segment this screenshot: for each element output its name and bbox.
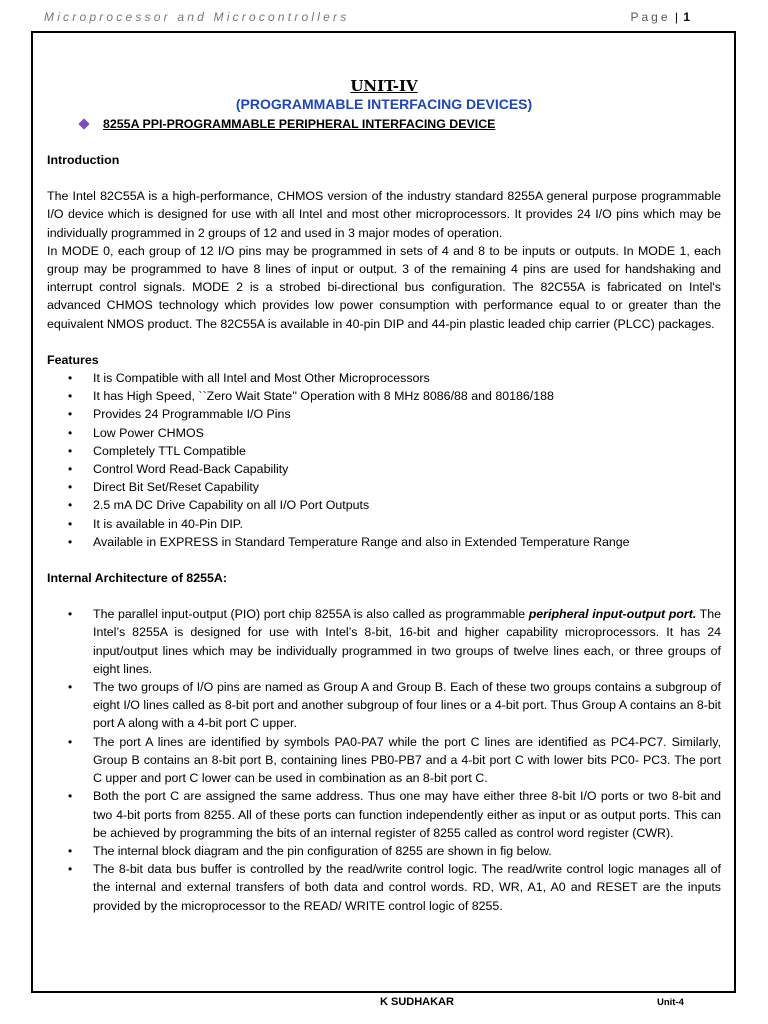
ppi-heading	[79, 115, 721, 133]
intro-paragraph-1: The Intel 82C55A is a high-performance, CHMOS version of the industry standard 8255A general purpose programmable I/O device which is designed for use with all Intel and most other microprocessors. It provides 24 I/O pins which may be individually programmed in 2 groups of 12 and used in 3 major modes of operation.	[47, 189, 721, 240]
bullet-icon: •	[68, 371, 73, 386]
footer-unit: Unit-4	[657, 997, 684, 1008]
bullet-icon: •	[68, 534, 73, 549]
bullet-icon: •	[68, 462, 73, 477]
feature-item: • It is available in 40-Pin DIP.	[47, 515, 721, 533]
feature-item: • Completely TTL Compatible	[47, 442, 721, 460]
features-list	[47, 369, 721, 551]
bullet-icon: •	[68, 425, 73, 440]
bullet-icon: •	[68, 843, 73, 858]
feature-item: • It is Compatible with all Intel and Most Other Microprocessors	[47, 369, 721, 387]
intro-paragraph-2: In MODE 0, each group of 12 I/O pins may be programmed in sets of 4 and 8 to be inputs or outputs. In MODE 1, each group may be programmed to have 8 lines of input or output. 3 of the remaining 4 pins are used for handshaking and interrupt control signals. MODE 2 is a strobed bi-directional bus configuration. The 82C55A is fabricated on Intel's advanced CHMOS technology which provides low power consumption with performance equal to or greater than the equivalent NMOS product. The 82C55A is available in 40-pin DIP and 44-pin plastic leaded chip carrier (PLCC) packages.	[47, 243, 721, 331]
bullet-icon: •	[68, 498, 73, 513]
bullet-icon: •	[68, 389, 73, 404]
architecture-item: • The parallel input-output (PIO) port chip 8255A is also called as programmable peripheral input-output port. The Intel’s 8255A is designed for use with Intel’s 8-bit, 16-bit and higher capability microprocessors. It has 24 input/output lines which may be individually programmed in two groups of twelve lines each, or three groups of eight lines.	[68, 607, 722, 676]
bullet-icon: •	[68, 862, 73, 877]
diamond-bullet-icon	[79, 119, 89, 129]
feature-item: • Provides 24 Programmable I/O Pins	[47, 405, 721, 423]
bullet-icon: •	[68, 407, 73, 422]
architecture-item: • Both the port C are assigned the same address. Thus one may have either three 8-bit I/O ports or two 8-bit and two 4-bit ports from 8255. All of these ports can function independently either as input or as output ports. This can be achieved by programming the bits of an internal register of 8255 called as control word register (CWR).	[68, 789, 721, 840]
page-number-block	[630, 10, 690, 24]
architecture-item: • The internal block diagram and the pin configuration of 8255 are shown in fig below.	[47, 842, 721, 860]
features-heading: Features	[47, 352, 99, 367]
architecture-heading: Internal Architecture of 8255A:	[47, 571, 227, 586]
bullet-icon: •	[68, 789, 73, 804]
spacer	[47, 587, 721, 605]
ppi-heading-text: 8255A PPI-PROGRAMMABLE PERIPHERAL INTERFACING DEVICE	[103, 117, 496, 131]
architecture-item: • The two groups of I/O pins are named as Group A and Group B. Each of these two groups contains a subgroup of eight I/O lines called as 8-bit port and another subgroup of four lines or a 4-bit port. Thus Group A contains an 8-bit port A along with a 4-bit port C upper.	[68, 680, 721, 731]
feature-item: • It has High Speed, ``Zero Wait State'' Operation with 8 MHz 8086/88 and 80186/188	[47, 387, 721, 405]
unit-subtitle: (PROGRAMMABLE INTERFACING DEVICES)	[235, 96, 533, 112]
running-header-title: Microprocessor and Microcontrollers	[44, 10, 350, 24]
bullet-icon: •	[68, 443, 73, 458]
bullet-icon: •	[68, 607, 73, 622]
feature-item: • Direct Bit Set/Reset Capability	[47, 478, 721, 496]
bullet-icon: •	[68, 734, 73, 749]
introduction-heading: Introduction	[47, 153, 120, 167]
bullet-icon: •	[68, 480, 73, 495]
architecture-list	[47, 605, 721, 914]
unit-title: UNIT-IV	[350, 77, 418, 95]
feature-item: • Low Power CHMOS	[47, 424, 721, 442]
spacer	[47, 169, 721, 187]
feature-item: • Control Word Read-Back Capability	[47, 460, 721, 478]
feature-item: • 2.5 mA DC Drive Capability on all I/O Port Outputs	[47, 496, 721, 514]
page-separator: |	[674, 10, 678, 24]
bullet-icon: •	[68, 680, 73, 695]
architecture-item: • The 8-bit data bus buffer is controlled by the read/write control logic. The read/write control logic manages all of the internal and external transfers of both data and control words. RD, WR, A1, A0 and RESET are the inputs provided by the microprocessor to the READ/ WRITE control logic of 8255.	[68, 862, 721, 913]
document-body	[47, 76, 721, 915]
architecture-item: • The port A lines are identified by symbols PA0-PA7 while the port C lines are identified as PC4-PC7. Similarly, Group B contains an 8-bit port B, containing lines PB0-PB7 and a 4-bit port C with lower bits PC0- PC3. The port C upper and port C lower can be used in combination as an 8-bit port C.	[68, 734, 721, 786]
footer-author: K SUDHAKAR	[380, 996, 454, 1008]
page-label: Page	[630, 10, 671, 24]
emphasis-text: peripheral input-output port.	[528, 607, 697, 622]
page-number: 1	[683, 10, 690, 24]
feature-item: • Available in EXPRESS in Standard Temperature Range and also in Extended Temperature Range	[47, 533, 721, 551]
bullet-icon: •	[68, 516, 73, 531]
